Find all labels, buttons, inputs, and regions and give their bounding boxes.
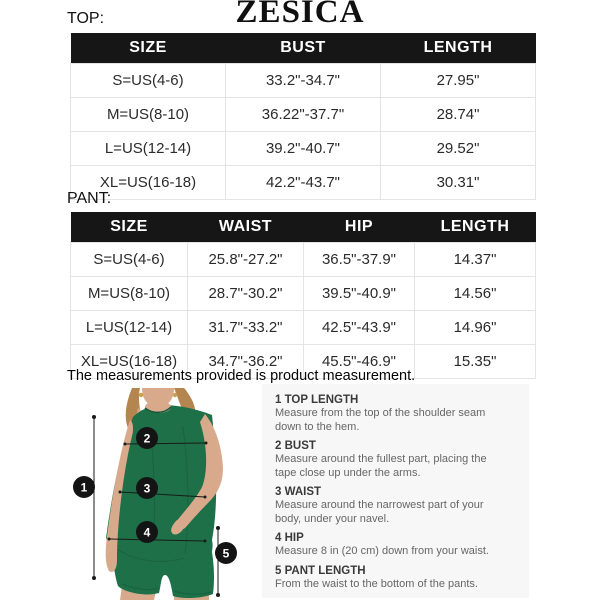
cell-waist: 34.7"-36.2" bbox=[188, 345, 304, 379]
marker-1 bbox=[73, 476, 95, 498]
table-row bbox=[71, 166, 536, 200]
guide-title: WAIST bbox=[284, 486, 322, 498]
guide-title: TOP LENGTH bbox=[284, 394, 359, 406]
cell-waist: 31.7"-33.2" bbox=[188, 311, 304, 345]
cell-bust: 36.22"-37.7" bbox=[226, 98, 381, 132]
guide-item-top-length bbox=[275, 393, 519, 434]
table-row bbox=[71, 64, 536, 98]
cell-size: M=US(8-10) bbox=[71, 98, 226, 132]
table-row bbox=[71, 277, 536, 311]
guide-title: HIP bbox=[284, 532, 304, 544]
measure-guide-panel bbox=[262, 384, 529, 598]
cell-size: XL=US(16-18) bbox=[71, 345, 188, 379]
top-header-length: LENGTH bbox=[381, 33, 536, 64]
table-row bbox=[71, 311, 536, 345]
marker-3 bbox=[136, 477, 158, 499]
pant-section-label: PANT: bbox=[67, 190, 112, 207]
brand-logo: ZESICA bbox=[235, 0, 365, 30]
earring-right-icon bbox=[173, 393, 177, 397]
guide-num: 3 bbox=[275, 486, 282, 498]
cell-size: S=US(4-6) bbox=[71, 64, 226, 98]
cell-size: XL=US(16-18) bbox=[71, 166, 226, 200]
cell-size: S=US(4-6) bbox=[71, 243, 188, 277]
guide-num: 2 bbox=[275, 440, 282, 452]
pant-header-hip: HIP bbox=[304, 212, 415, 243]
table-row bbox=[71, 243, 536, 277]
cell-waist: 25.8"-27.2" bbox=[188, 243, 304, 277]
cell-size: M=US(8-10) bbox=[71, 277, 188, 311]
top-section-label: TOP: bbox=[67, 10, 105, 27]
cell-bust: 42.2"-43.7" bbox=[226, 166, 381, 200]
cell-hip: 39.5"-40.9" bbox=[304, 277, 415, 311]
pant-header-waist: WAIST bbox=[188, 212, 304, 243]
marker-5 bbox=[215, 542, 237, 564]
top-size-table bbox=[70, 33, 536, 200]
guide-desc: Measure from the top of the shoulder seam down to the hem. bbox=[275, 407, 486, 433]
marker-5-number: 5 bbox=[222, 546, 230, 561]
marker-4-number: 4 bbox=[143, 525, 151, 540]
guide-item-pant-length bbox=[275, 564, 519, 592]
cell-length: 14.96" bbox=[415, 311, 536, 345]
cell-length: 30.31" bbox=[381, 166, 536, 200]
guide-desc: Measure around the fullest part, placing the tape close up under the arms. bbox=[275, 453, 487, 479]
cell-hip: 42.5"-43.9" bbox=[304, 311, 415, 345]
cell-size: L=US(12-14) bbox=[71, 132, 226, 166]
cell-length: 14.37" bbox=[415, 243, 536, 277]
guide-title: PANT LENGTH bbox=[284, 564, 366, 577]
pant-header-length: LENGTH bbox=[415, 212, 536, 243]
table-row bbox=[71, 98, 536, 132]
marker-2-number: 2 bbox=[143, 431, 151, 446]
guide-desc: From the waist to the bottom of the pants. bbox=[275, 577, 478, 590]
cell-length: 28.74" bbox=[381, 98, 536, 132]
cell-length: 14.56" bbox=[415, 277, 536, 311]
guide-desc: Measure around the narrowest part of your body, under your navel. bbox=[275, 499, 484, 525]
pant-header-size: SIZE bbox=[71, 212, 188, 243]
cell-length: 27.95" bbox=[381, 64, 536, 98]
marker-2 bbox=[136, 427, 158, 449]
cell-hip: 45.5"-46.9" bbox=[304, 345, 415, 379]
top-header-size: SIZE bbox=[71, 33, 226, 64]
guide-num: 5 bbox=[275, 564, 282, 577]
cell-length: 15.35" bbox=[415, 345, 536, 379]
guide-num: 4 bbox=[275, 532, 282, 544]
marker-1-number: 1 bbox=[80, 480, 88, 495]
measurement-note: The measurements provided is product measurement. bbox=[67, 368, 416, 384]
cell-waist: 28.7"-30.2" bbox=[188, 277, 304, 311]
guide-num: 1 bbox=[275, 394, 282, 406]
cell-bust: 39.2"-40.7" bbox=[226, 132, 381, 166]
marker-3-number: 3 bbox=[143, 481, 151, 496]
pant-table-header-row bbox=[71, 212, 536, 243]
cell-bust: 33.2"-34.7" bbox=[226, 64, 381, 98]
guide-item-hip bbox=[275, 531, 519, 559]
guide-desc: Measure 8 in (20 cm) down from your waist. bbox=[275, 545, 489, 557]
marker-4 bbox=[136, 521, 158, 543]
guide-title: BUST bbox=[284, 440, 316, 452]
cell-length: 29.52" bbox=[381, 132, 536, 166]
table-row bbox=[71, 132, 536, 166]
guide-item-waist bbox=[275, 485, 519, 526]
model-measurement-figure bbox=[62, 388, 262, 600]
cell-size: L=US(12-14) bbox=[71, 311, 188, 345]
guide-item-bust bbox=[275, 439, 519, 480]
top-table-header-row bbox=[71, 33, 536, 64]
cell-hip: 36.5"-37.9" bbox=[304, 243, 415, 277]
pant-size-table bbox=[70, 212, 536, 379]
earring-left-icon bbox=[139, 393, 143, 397]
top-header-bust: BUST bbox=[226, 33, 381, 64]
